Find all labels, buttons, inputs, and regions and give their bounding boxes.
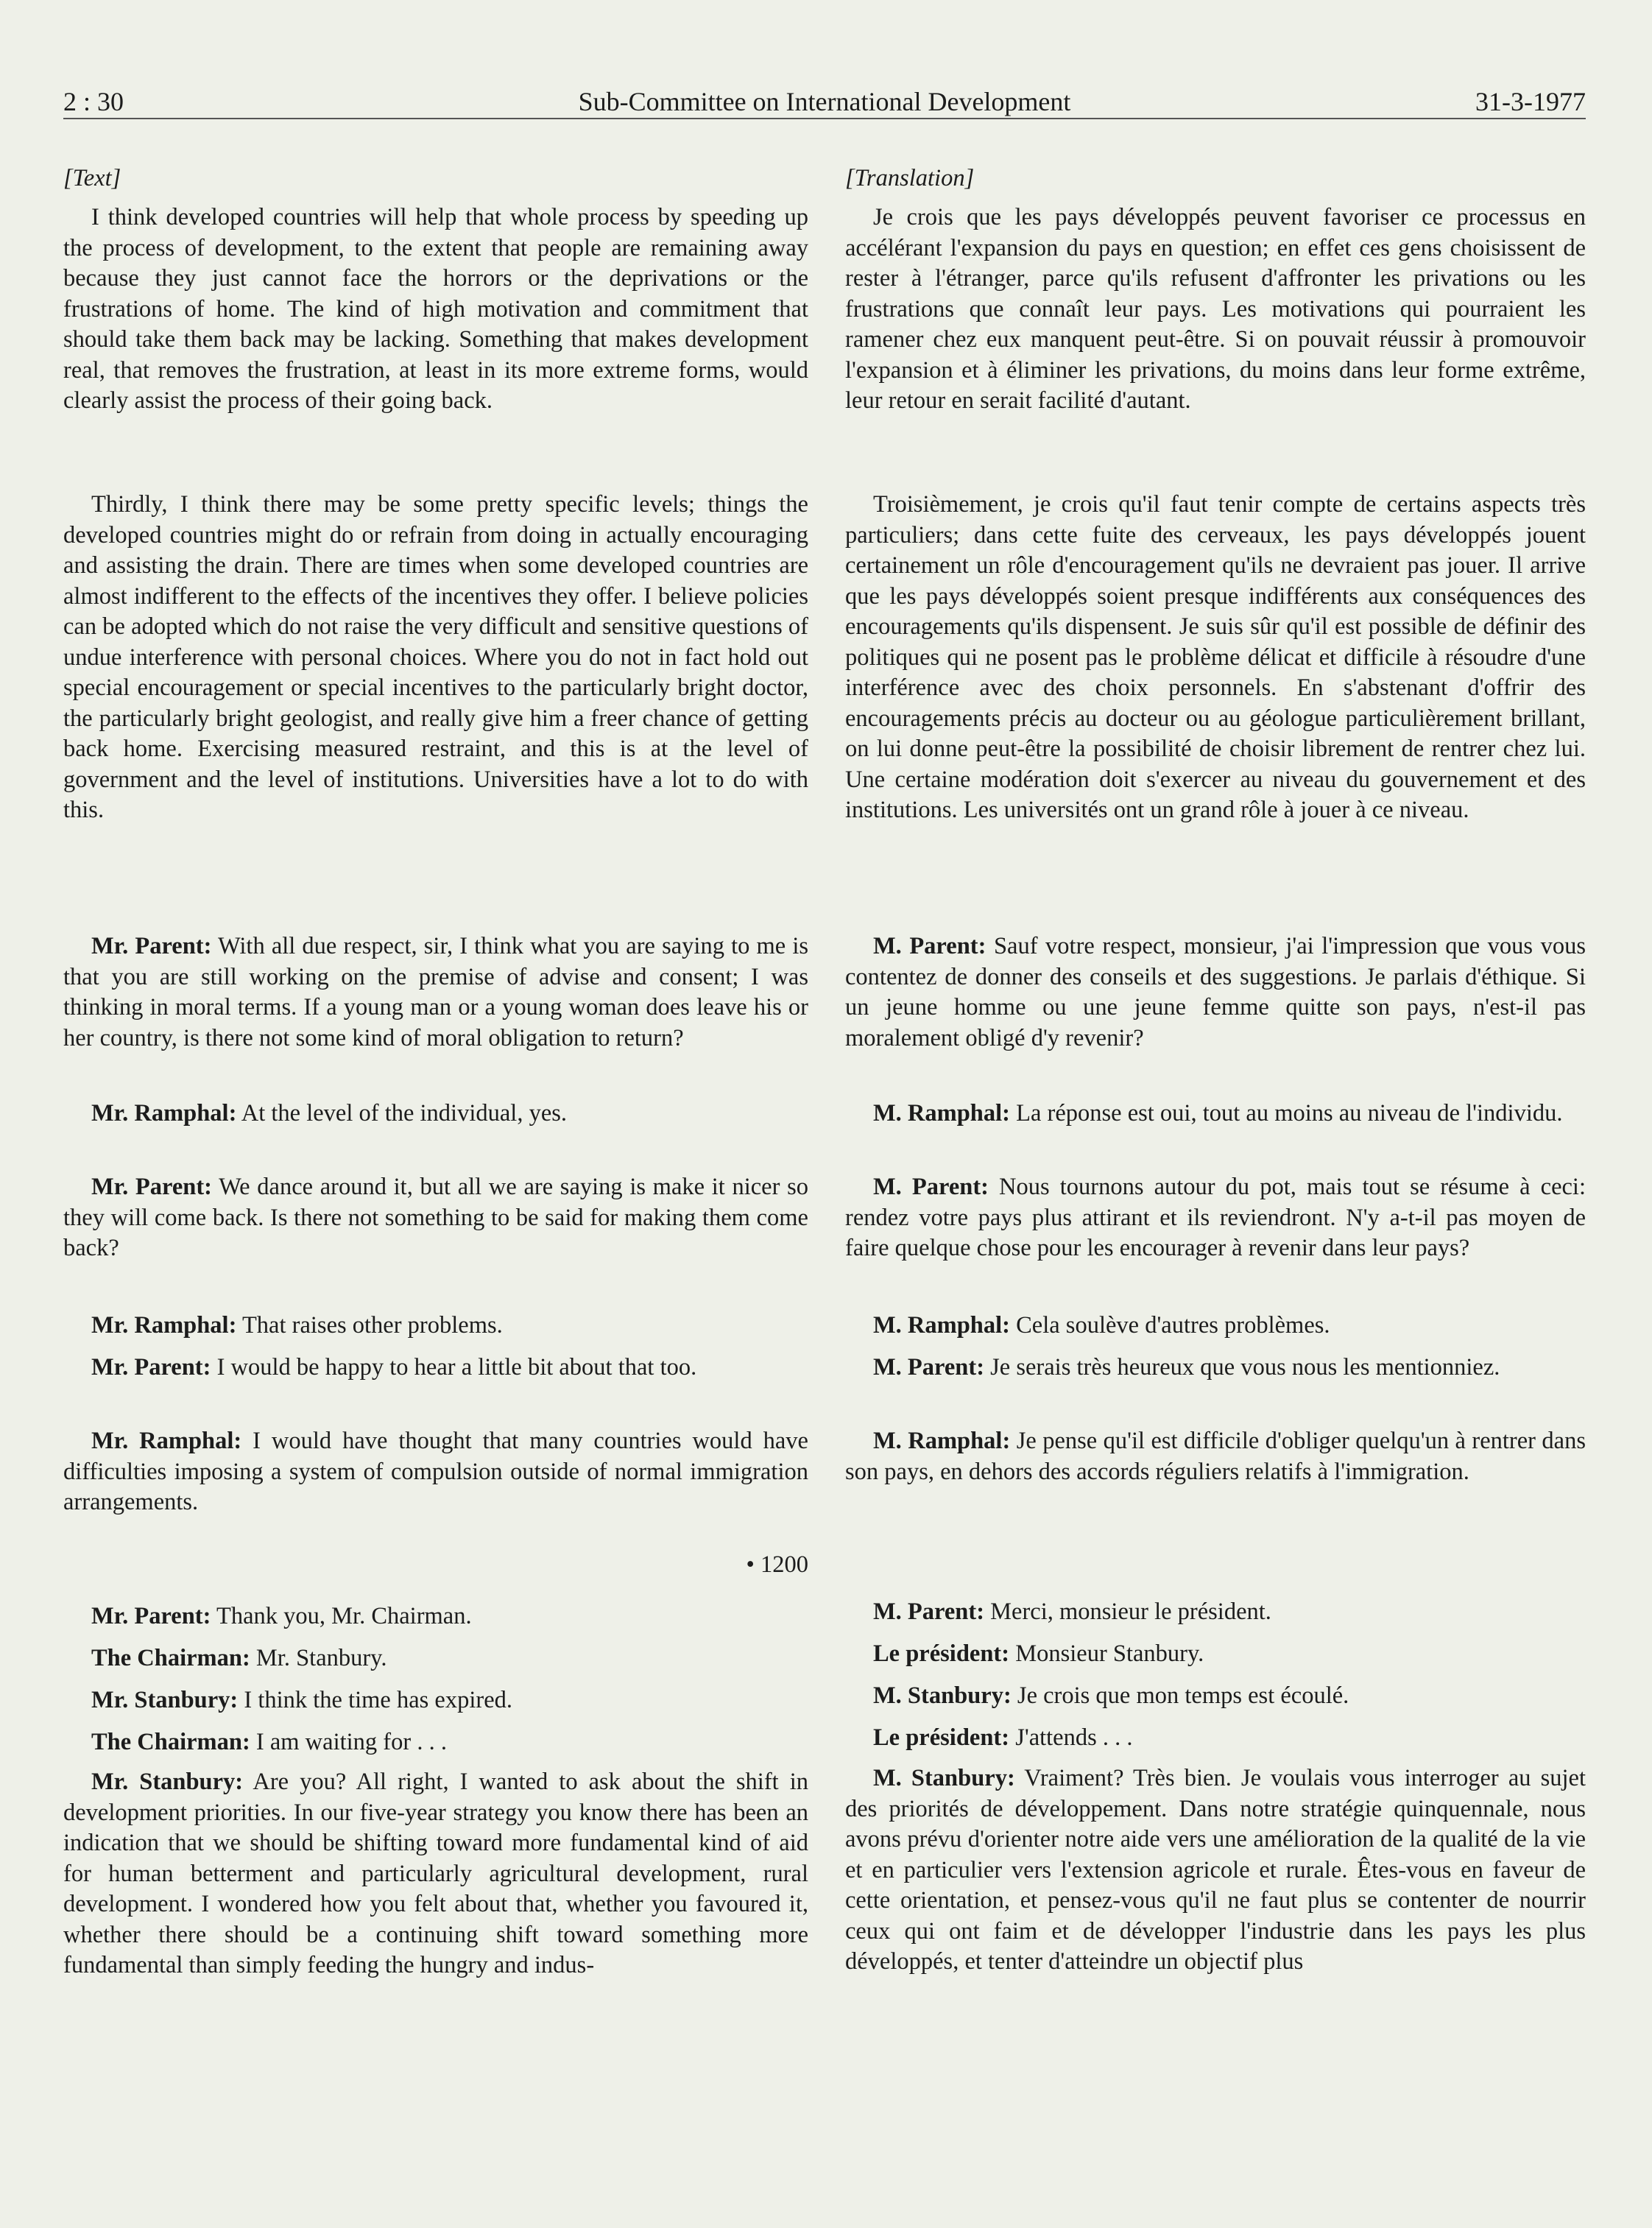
french-translation-label: [Translation] [845, 165, 975, 191]
english-exchange-2 [63, 1099, 808, 1129]
speaker-name: M. Parent: [873, 1174, 989, 1200]
french-paragraph-1: Je crois que les pays développés peuvent favoriser ce processus en accélérant l'expansion du pays en question; en effet ces gens choisissent de rester à l'étranger, parce qu'ils refusent d'affronter les privations ou les frustrations que connaît leur pays. Les motivations qui pourraient les ramener chez eux manquent peut-être. Si on pouvait réussir à promouvoir l'expansion et à éliminer les privations, du moins dans leur forme extrême, leur retour en serait facilité d'autant. [845, 204, 1586, 414]
french-exchange-11 [845, 1763, 1586, 1978]
speech-text: Mr. Stanbury. [250, 1645, 387, 1671]
speech-text: With all due respect, sir, I think what you are saying to me is that you are still working on the premise of advise and consent; I was thinking in moral terms. If a young man or a young woman does leave his or her country, is there not some kind of moral obligation to return? [63, 933, 808, 1051]
english-paragraph-1: I think developed countries will help that whole process by speeding up the process of development, to the extent that people are remaining away because they just cannot face the horrors or the deprivations or the frustrations of home. The kind of high motivation and commitment that should take them back may be lacking. Something that makes development real, that removes the frustration, at least in its more extreme forms, would clearly assist the process of their going back. [63, 204, 808, 414]
french-exchange-2 [845, 1099, 1586, 1129]
speech-text: Nous tournons autour du pot, mais tout se résume à ceci: rendez votre pays plus attirant et ils reviendront. N'y a-t-il pas moyen de faire quelque chose pour les encourager à revenir dans leur pays? [845, 1174, 1586, 1261]
page-number: 2 : 30 [63, 87, 124, 116]
speaker-name: Mr. Ramphal: [91, 1312, 237, 1339]
speaker-name: Mr. Parent: [91, 1174, 213, 1200]
page-header [63, 80, 1586, 124]
english-exchange-8 [63, 1643, 808, 1674]
speaker-name: Mr. Ramphal: [91, 1100, 237, 1127]
speaker-name: The Chairman: [91, 1645, 250, 1671]
french-exchange-8 [845, 1639, 1586, 1670]
english-text-label: [Text] [63, 165, 121, 191]
french-exchange-9 [845, 1681, 1586, 1712]
speaker-name: Mr. Stanbury: [91, 1769, 244, 1795]
french-exchange-6 [845, 1426, 1586, 1487]
speech-text: Sauf votre respect, monsieur, j'ai l'impression que vous vous contentez de donner des conseils et des suggestions. Je parlais d'éthique. Si un jeune homme ou une jeune femme quitte son pays, n'est-il pas moralement obligé d'y revenir? [845, 933, 1586, 1051]
speaker-name: M. Parent: [873, 933, 986, 959]
speech-text: J'attends . . . [1009, 1724, 1133, 1751]
english-exchange-1 [63, 931, 808, 1054]
french-exchange-4 [845, 1311, 1586, 1342]
speaker-name: Le président: [873, 1724, 1010, 1751]
speaker-name: The Chairman: [91, 1729, 250, 1755]
english-exchange-7 [63, 1601, 808, 1632]
speaker-name: M. Parent: [873, 1598, 985, 1625]
speaker-name: M. Parent: [873, 1354, 985, 1381]
speaker-name: M. Stanbury: [873, 1765, 1015, 1791]
speech-text: Thank you, Mr. Chairman. [211, 1603, 472, 1629]
english-exchange-3 [63, 1172, 808, 1264]
english-exchange-4 [63, 1311, 808, 1342]
header-rule [63, 118, 1586, 119]
speech-text: We dance around it, but all we are saying is make it nicer so they will come back. Is there not something to be said for making them come back? [63, 1174, 808, 1261]
speech-text: That raises other problems. [236, 1312, 503, 1339]
french-exchange-5 [845, 1353, 1586, 1383]
speech-text: I am waiting for . . . [250, 1729, 447, 1755]
header-date: 31-3-1977 [1475, 87, 1586, 116]
speech-text: Cela soulève d'autres problèmes. [1009, 1312, 1330, 1339]
speech-text: Are you? All right, I wanted to ask about the shift in development priorities. In our five-year strategy you know there has been an indication that we should be shifting toward more fundamental kind of aid for human betterment and particularly agricultural development, rural development. I wondered how you felt about that, whether you favoured it, whether there should be a continuing shift toward something more fundamental than simply feeding the hungry and indus- [63, 1769, 808, 1978]
committee-title: Sub-Committee on International Development [578, 87, 1071, 116]
speech-text: Merci, monsieur le président. [984, 1598, 1271, 1625]
speech-text: Je crois que mon temps est écoulé. [1011, 1682, 1349, 1709]
french-paragraph-2: Troisièmement, je crois qu'il faut tenir compte de certains aspects très particuliers; dans cette fuite des cerveaux, les pays développés jouent certainement un rôle d'encouragement qu'ils ne devraient pas jouer. Il arrive que les pays développés soient presque indifférents aux conséquences des encouragements qu'ils dispensent. Je suis sûr qu'il est possible de définir des politiques qui ne posent pas le problème délicat et difficile à résoudre d'une interférence avec des choix personnels. En s'abstenant d'offrir des encouragements précis au docteur ou au géologue particulièrement brillant, on lui donne peut-être la possibilité de choisir librement de rentrer chez lui. Une certaine modération doit s'exercer au niveau du gouvernement et des institutions. Les universités ont un grand rôle à jouer à ce niveau. [845, 491, 1586, 823]
speech-text: Monsieur Stanbury. [1009, 1640, 1204, 1667]
speech-text: At the level of the individual, yes. [236, 1100, 568, 1127]
english-paragraph-2: Thirdly, I think there may be some pretty specific levels; things the developed countries might do or refrain from doing in actually encouraging and assisting the drain. There are times when some developed countries are almost indifferent to the effects of the incentives they offer. I believe policies can be adopted which do not raise the very difficult and sensitive questions of undue interference with personal choices. Where you do not in fact hold out special encouragement or special incentives to the particularly bright doctor, the particularly bright geologist, and really give him a freer chance of getting back home. Exercising measured restraint, and this is at the level of government and the level of institutions. Universities have a lot to do with this. [63, 491, 808, 823]
english-exchange-10 [63, 1727, 808, 1758]
french-exchange-1 [845, 931, 1586, 1054]
speaker-name: M. Ramphal: [873, 1428, 1011, 1454]
speaker-name: M. Ramphal: [873, 1312, 1010, 1339]
speech-text: Je pense qu'il est difficile d'obliger quelqu'un à rentrer dans son pays, en dehors des accords réguliers relatifs à l'immigration. [845, 1428, 1586, 1485]
french-exchange-10 [845, 1723, 1586, 1754]
speaker-name: Mr. Stanbury: [91, 1687, 239, 1713]
speaker-name: Mr. Parent: [91, 933, 212, 959]
speaker-name: M. Ramphal: [873, 1100, 1010, 1127]
french-exchange-7 [845, 1597, 1586, 1628]
english-exchange-6 [63, 1426, 808, 1518]
speaker-name: Mr. Parent: [91, 1603, 211, 1629]
speech-text: Je serais très heureux que vous nous les mentionniez. [984, 1354, 1500, 1381]
time-marker: • 1200 [746, 1551, 808, 1578]
speech-text: Vraiment? Très bien. Je voulais vous interroger au sujet des priorités de développement. Dans notre stratégie quinquennale, nous avons prévu d'orienter notre aide vers une amélioration de la qualité de la vie et en particulier vers l'extension agricole et rurale. Êtes-vous en faveur de cette orientation, et pensez-vous qu'il ne faut plus se contenter de nourrir ceux qui ont faim et de développer l'industrie dans les pays les plus développés, et tenter d'atteindre un objectif plus [845, 1765, 1586, 1975]
speaker-name: Mr. Ramphal: [91, 1428, 242, 1454]
speaker-name: Le président: [873, 1640, 1010, 1667]
speech-text: I think the time has expired. [238, 1687, 513, 1713]
speaker-name: Mr. Parent: [91, 1354, 211, 1381]
speaker-name: M. Stanbury: [873, 1682, 1012, 1709]
french-exchange-3 [845, 1172, 1586, 1264]
speech-text: I would be happy to hear a little bit about that too. [211, 1354, 697, 1381]
english-exchange-11 [63, 1767, 808, 1981]
speech-text: I would have thought that many countries would have difficulties imposing a system of compulsion outside of normal immigration arrangements. [63, 1428, 808, 1515]
english-exchange-5 [63, 1353, 808, 1383]
speech-text: La réponse est oui, tout au moins au niveau de l'individu. [1009, 1100, 1563, 1127]
english-exchange-9 [63, 1685, 808, 1716]
